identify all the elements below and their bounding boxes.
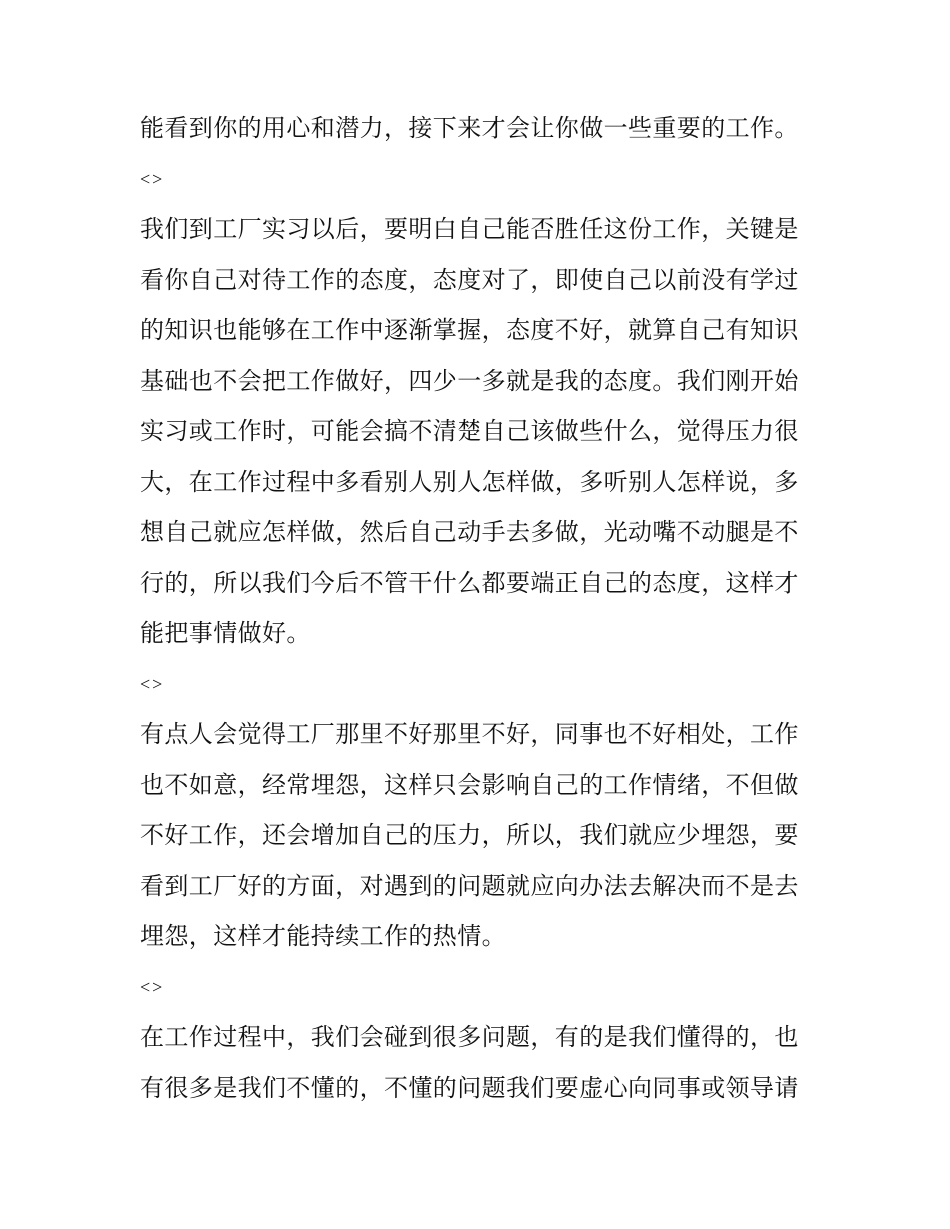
text-line: 行的，所以我们今后不管干什么都要端正自己的态度，这样才 bbox=[140, 568, 799, 597]
text-line: 能看到你的用心和潜力，接下来才会让你做一些重要的工作。 bbox=[140, 114, 799, 142]
text-line: 能把事情做好。 bbox=[140, 619, 311, 647]
text-line: 的知识也能够在工作中逐渐掌握，态度不好，就算自己有知识 bbox=[140, 316, 799, 344]
paragraph-marker: <> bbox=[140, 168, 165, 189]
text-line: 在工作过程中，我们会碰到很多问题，有的是我们懂得的，也 bbox=[140, 1023, 799, 1051]
text-line: 埋怨，这样才能持续工作的热情。 bbox=[140, 922, 506, 950]
text-line: 看到工厂好的方面，对遇到的问题就应向办法去解决而不是去 bbox=[140, 871, 799, 900]
text-line: 实习或工作时，可能会搞不清楚自己该做些什么，觉得压力很 bbox=[140, 417, 799, 445]
text-line: 有很多是我们不懂的，不懂的问题我们要虚心向同事或领导请 bbox=[140, 1073, 799, 1102]
text-line: 不好工作，还会增加自己的压力，所以，我们就应少埋怨，要 bbox=[140, 821, 799, 849]
text-line: 看你自己对待工作的态度，态度对了，即使自己以前没有学过 bbox=[140, 265, 799, 294]
text-line: 也不如意，经常埋怨，这样只会影响自己的工作情绪，不但做 bbox=[140, 770, 799, 799]
paragraph-marker: <> bbox=[140, 976, 165, 997]
paragraph-marker: <> bbox=[140, 673, 165, 694]
text-line: 大，在工作过程中多看别人别人怎样做，多听别人怎样说，多 bbox=[140, 467, 799, 496]
text-line: 我们到工厂实习以后，要明白自己能否胜任这份工作，关键是 bbox=[140, 215, 799, 243]
text-line: 有点人会觉得工厂那里不好那里不好，同事也不好相处，工作 bbox=[140, 720, 799, 748]
document-body bbox=[140, 103, 820, 1113]
text-line: 基础也不会把工作做好，四少一多就是我的态度。我们刚开始 bbox=[140, 366, 799, 395]
text-line: 想自己就应怎样做，然后自己动手去多做，光动嘴不动腿是不 bbox=[140, 518, 799, 546]
